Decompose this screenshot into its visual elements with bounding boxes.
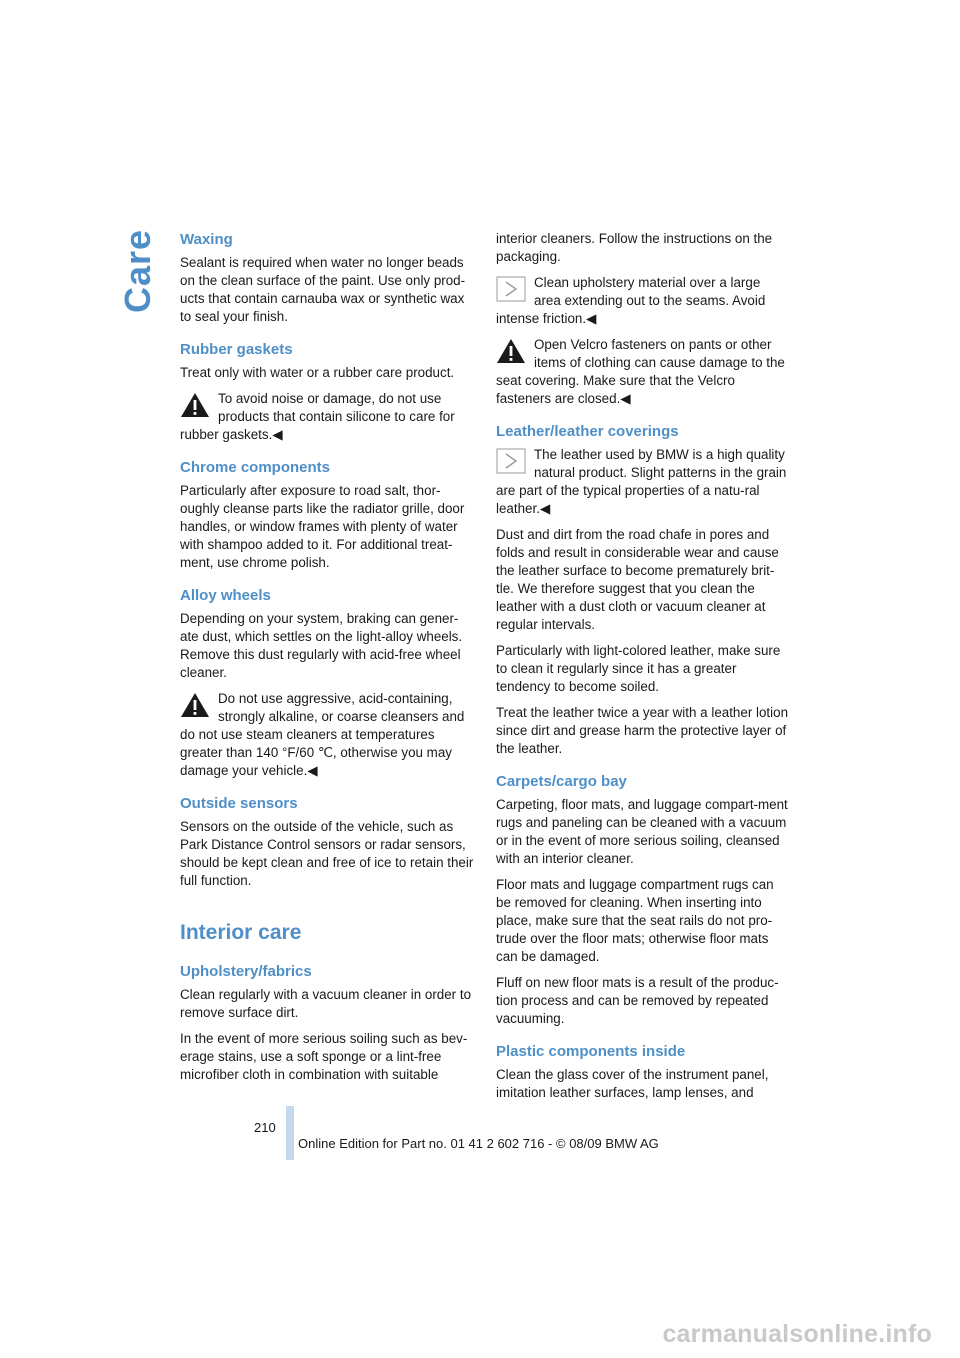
- paragraph-chrome: Particularly after exposure to road salt, thor-oughly cleanse parts like the radiator grille, door handles, or window frames with plenty of water with shampoo added to it. For additional treat-ment, use chrome polish.: [180, 483, 465, 570]
- paragraph-carpets-1: Carpeting, floor mats, and luggage compart-ment rugs and paneling can be cleaned with a vacuum or in the event of more serious soiling, cleansed with an interior cleaner.: [496, 797, 788, 866]
- heading-carpets-cargo-bay: Carpets/cargo bay: [496, 773, 627, 790]
- heading-plastic-components: Plastic components inside: [496, 1043, 686, 1060]
- watermark: carmanualsonline.info: [662, 1320, 932, 1348]
- heading-leather-coverings: Leather/leather coverings: [496, 423, 679, 440]
- note-leather: [496, 446, 790, 518]
- warning-rubber-text: To avoid noise or damage, do not use products that contain silicone to care for rubber gaskets.◀: [180, 391, 455, 442]
- footer-bar: [286, 1106, 294, 1160]
- page-number: 210: [254, 1120, 276, 1135]
- paragraph-carpets-2: Floor mats and luggage compartment rugs can be removed for cleaning. When inserting into place, make sure that the seat rails do not pro-trude over the floor mats; otherwise floor mats can be damaged.: [496, 877, 774, 964]
- heading-waxing: Waxing: [180, 231, 233, 248]
- note-arrow-icon: [496, 448, 526, 474]
- heading-upholstery-fabrics: Upholstery/fabrics: [180, 963, 312, 980]
- note-upholstery: [496, 274, 790, 328]
- paragraph-upholstery-2: In the event of more serious soiling such as bev-erage stains, use a soft sponge or a lint-free microfiber cloth in combination with suitable: [180, 1031, 468, 1082]
- section-tab-label: Care: [117, 228, 159, 314]
- warning-alloy-text: Do not use aggressive, acid-containing, strongly alkaline, or coarse cleansers and do not use steam cleaners at temperatures greater than 140 °F/60 ℃, otherwise you may damage your vehicle.◀: [180, 691, 465, 778]
- warning-rubber: [180, 390, 474, 444]
- note-upholstery-text: Clean upholstery material over a large area extending out to the seams. Avoid intense friction.◀: [496, 275, 766, 326]
- warning-triangle-icon: [180, 692, 210, 718]
- edition-text: Online Edition for Part no. 01 41 2 602 716 - © 08/09 BMW AG: [298, 1136, 659, 1151]
- paragraph-leather-1: Dust and dirt from the road chafe in pores and folds and result in considerable wear and cause the leather surface to become prematurely brit-tle. We therefore suggest that you clean the leather with a dust cloth or vacuum cleaner at regular intervals.: [496, 527, 779, 632]
- heading-alloy-wheels: Alloy wheels: [180, 587, 271, 604]
- left-column: [180, 230, 474, 1092]
- heading-interior-care: Interior care: [180, 921, 302, 944]
- paragraph-carpets-3: Fluff on new floor mats is a result of the produc-tion process and can be removed by repeated vacuuming.: [496, 975, 779, 1026]
- warning-triangle-icon: [496, 338, 526, 364]
- paragraph-upholstery-cont: interior cleaners. Follow the instructions on the packaging.: [496, 231, 773, 264]
- warning-triangle-icon: [180, 392, 210, 418]
- note-arrow-icon: [496, 276, 526, 302]
- paragraph-leather-2: Particularly with light-colored leather, make sure to clean it regularly since it has a greater tendency to become soiled.: [496, 643, 781, 694]
- paragraph-rubber: Treat only with water or a rubber care product.: [180, 365, 455, 380]
- section-tab: [117, 228, 159, 314]
- paragraph-waxing: Sealant is required when water no longer beads on the clean surface of the paint. Use only prod-ucts that contain carnauba wax or synthetic wax to seal your finish.: [180, 255, 466, 324]
- heading-chrome-components: Chrome components: [180, 459, 331, 476]
- paragraph-alloy: Depending on your system, braking can gener-ate dust, which settles on the light-alloy wheels. Remove this dust regularly with acid-free wheel cleaner.: [180, 611, 463, 680]
- paragraph-leather-3: Treat the leather twice a year with a leather lotion since dirt and grease harm the protective layer of the leather.: [496, 705, 789, 756]
- heading-rubber-gaskets: Rubber gaskets: [180, 341, 293, 358]
- paragraph-sensors: Sensors on the outside of the vehicle, such as Park Distance Control sensors or radar sensors, should be kept clean and free of ice to retain their full function.: [180, 819, 474, 888]
- right-column: [496, 230, 790, 1110]
- warning-alloy: [180, 690, 474, 780]
- paragraph-plastic: Clean the glass cover of the instrument panel, imitation leather surfaces, lamp lenses, and: [496, 1067, 769, 1100]
- warning-velcro: [496, 336, 790, 408]
- warning-velcro-text: Open Velcro fasteners on pants or other items of clothing can cause damage to the seat covering. Make sure that the Velcro fasteners are closed.◀: [496, 337, 785, 406]
- note-leather-text: The leather used by BMW is a high quality natural product. Slight patterns in the grain are part of the typical properties of a natu-ral leather.◀: [496, 447, 787, 516]
- heading-outside-sensors: Outside sensors: [180, 795, 298, 812]
- paragraph-upholstery-1: Clean regularly with a vacuum cleaner in order to remove surface dirt.: [180, 987, 472, 1020]
